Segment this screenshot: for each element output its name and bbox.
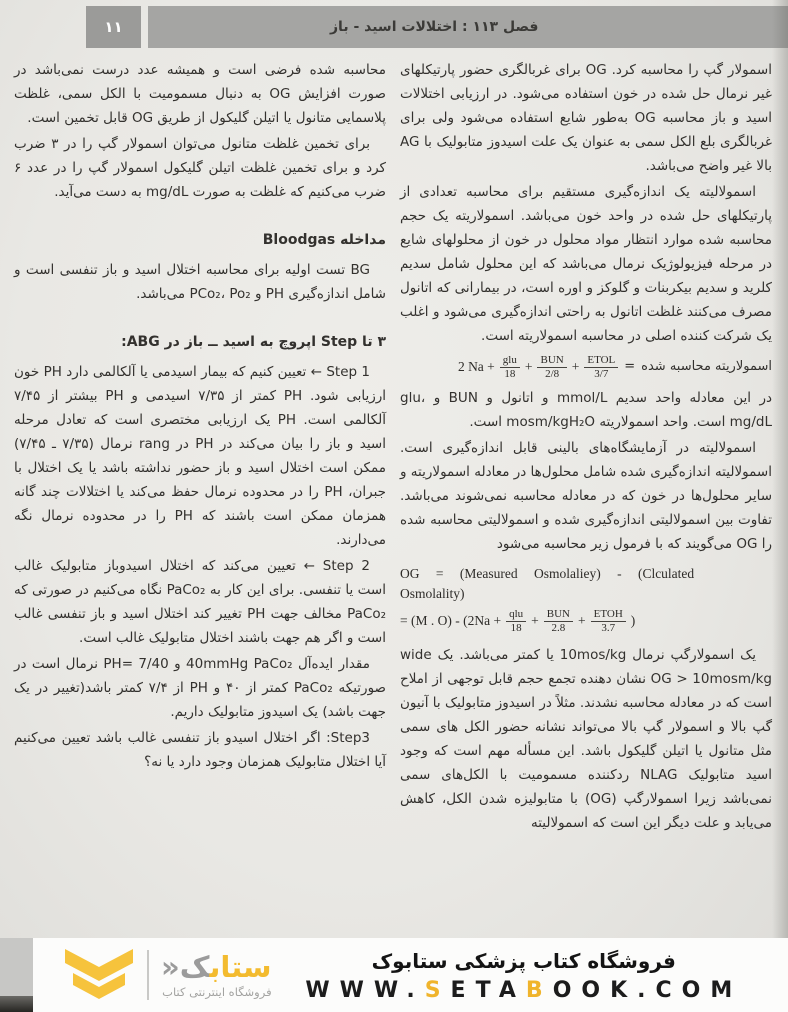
fraction-glu: $\frac{\text{glu}}{18}$ (500, 354, 520, 380)
plus-sign: + (578, 613, 586, 629)
equals-sign: = (624, 359, 636, 375)
section-heading-bloodgas: مداخله Bloodgas (262, 232, 386, 248)
right-col-paragraph-4: اسمولالیته در آزمایشگاه‌های بالینی قابل اندازه‌گیری است. اسمولالیته اندازه‌گیری شده شامل محلول‌ها در معادله اسمولاریته و سایر محلول‌ها در خون که در معادله محاسبه نمی‌شوند می‌باشد. تفاوت بین اسمولالیتی اندازه‌گیری شده و اسمولالیتی محاسبه شده را OG می‌گویند که با فرمول زیر محاسبه می‌شود (399, 440, 772, 553)
formula-term: 2 Na + (457, 359, 495, 375)
url-part: ETA (450, 977, 526, 1003)
left-col-paragraph-5: Step 2 ← تعیین می‌کند که اختلال اسیدوباز متابولیک غالب است یا تنفسی. برای این کار به PaCo₂ نگاه می‌کنیم در صورتی که PaCo₂ مخالف جهت PH تغییر کند اختلال اسید و باز تنفسی غالب است و اگر هم جهت باشند اختلال متابولیک غالب است. (14, 558, 386, 646)
left-col-paragraph-2: برای تخمین غلظت متانول می‌توان اسمولار گپ را در ۳ ضرب کرد و برای تخمین غلظت اتیلن گلیکول اسمولار گپ را در عدد ۶ ضرب می‌کنیم که غلظت به صورت mg/dL به دست می‌آید. (14, 136, 386, 200)
wordmark-accent: ک« (161, 949, 210, 984)
left-col-paragraph-7: Step3: اگر اختلال اسیدو باز تنفسی غالب باشد تعیین می‌کنیم آیا اختلال متابولیک همزمان وجود دارد یا نه؟ (14, 730, 386, 770)
left-col-paragraph-3: BG تست اولیه برای محاسبه اختلال اسید و باز تنفسی است و شامل اندازه‌گیری PH و PCo₂، Po₂ می‌باشد. (14, 262, 386, 302)
right-col-paragraph-3: در این معادله واحد سدیم mmol/L و اتانول و BUN و glu، mg/dL است. واحد اسمولاریته mosm/kgH₂O است. (400, 390, 772, 431)
setabook-chevron-icon (63, 947, 135, 1003)
footer-text-block (272, 948, 788, 1003)
right-col-paragraph-1: اسمولار گپ را محاسبه کرد. OG برای غربالگری حضور پارتیکلهای غیر نرمال حل شده در خون استفاده می‌شود. در ارزیابی اختلالات اسید و باز محاسبه OG به‌طور شایع استفاده می‌شود ولی برای غربالگری بلع الکل سمی به عنوان یک علت اسیدوز متابولیک با AG بالا غیر واضح می‌باشد. (400, 62, 773, 174)
logo-wordmark (161, 949, 272, 984)
osmolarity-formula (400, 354, 772, 380)
shop-name: فروشگاه کتاب پزشکی ستابوک (371, 948, 676, 973)
wordmark-main: ستاب (209, 949, 272, 984)
right-col-paragraph-5: یک اسمولارگپ نرمال 10mos/kg یا کمتر می‌باشد. یک wide OG > 10mosm/kg نشان دهنده تجمع حجم قابل توجهی از املاح است که در معادله محاسبه نشدند. مثلاً در اسیدوز متابولیک با آنیون گپ بالا و اسمولار گپ بالا می‌تواند نشانه حضور الکل های سمی مثل متانول یا اتیلن گلیکول باشد. این مسأله مهم است که وجود اسید متابولیک NLAG ردکننده مسمومیت با الکل‌های سمی نمی‌باشد زیرا اسمولارگپ (OG) با متابولیزه شدن الکل، کاهش می‌یابد و علت دیگر این است که اسمولالیته (400, 646, 772, 831)
fraction-bun2: $\frac{\text{BUN}}{2.8}$ (544, 608, 573, 634)
section-heading-abg-steps: ۳ تا Step اپروچ به اسید ــ باز در ABG: (121, 334, 386, 350)
formula-line-3 (400, 608, 772, 634)
logo-divider (147, 950, 149, 1000)
plus-sign: + (531, 613, 539, 629)
chapter-title: فصل ۱۱۳ : اختلالات اسید - باز (330, 19, 539, 35)
url-part: WWW. (305, 977, 425, 1003)
logo-wordmark-block (161, 949, 272, 999)
formula-line-2: Osmolality) (400, 586, 465, 602)
formula-math (458, 354, 618, 380)
photo-dark-corner (0, 996, 33, 1012)
url-part-accent: B (525, 977, 553, 1003)
formula-line-1: OG = (Measured Osmolaliey) - (Clculated (400, 566, 695, 582)
setabook-logo (63, 947, 272, 1003)
fraction-qlu: $\frac{\text{qlu}}{18}$ (506, 608, 526, 634)
logo-tagline: فروشگاه اینترنتی کتاب (162, 984, 272, 999)
fraction-bun: $\frac{\text{BUN}}{2/8}$ (537, 354, 566, 380)
page-number: ۱۱ (86, 6, 141, 48)
footer-banner (33, 938, 788, 1012)
fraction-etoh: $\frac{\text{ETOH}}{3.7}$ (591, 608, 626, 634)
right-col-paragraph-2: اسمولالیته یک اندازه‌گیری مستقیم برای محاسبه تعدادی از پارتیکلهای حل شده در واحد خون می‌باشد. اسمولاریته یک حجم محاسبه شده موارد انتظار مواد محلول در خون از محلولهای شایع در مرحله فیزیولوژیک نرمال می‌باشد که این محلول شامل سدیم کلرید و سدیم بیکربنات و گلوکز و اوره است، در بیمارانی که اتانول مصرف می‌کنند غلظت اتانول به راحتی اندازه‌گیری می‌شود و اغلب یک شرکت کننده اصلی در محاسبه اسمولاریته است. (400, 184, 772, 344)
left-col-paragraph-4: Step 1 ← تعیین کنیم که بیمار اسیدمی یا آلکالمی دارد PH خون ارزیابی شود. PH کمتر از ۷/۳۵ اسیدمی و PH بیشتر از ۷/۴۵ آلکالمی است. PH یک ارزیابی مختصری است که تعادل مرحله اسید و باز را بیان می‌کند در PH در rang نرمال (۷/۳۵ ـ ۷/۴۵) ممکن است اختلال اسید و باز حضور نداشته باشد یا یک اختلال با جبران، PH را در محدوده نرمال حفظ می‌کند یا اختلالات چند گانه همزمان ممکن است باشند که PH را در محدوده نرمال نگه می‌دارند. (14, 364, 387, 548)
chapter-header-bar (148, 6, 788, 48)
website-url (305, 978, 742, 1003)
plus-sign: + (524, 359, 533, 375)
plus-sign: + (571, 359, 580, 375)
page-edge-shadow (772, 0, 788, 938)
formula-term: = (M . O) - (2Na + (400, 613, 502, 629)
right-column (400, 58, 772, 837)
left-col-paragraph-6: مقدار ایده‌آل 40mmHg PaCo₂ و PH= 7/40 نرمال است در صورتیکه PaCo₂ کمتر از ۴۰ و PH از ۷/۴ کمتر باشد(تغییر در یک جهت باشد) یک اسیدوز متابولیک داریم. (14, 656, 387, 720)
left-column (14, 58, 386, 776)
formula-label: اسمولاریته محاسبه شده (641, 359, 772, 375)
left-col-paragraph-1: محاسبه شده فرضی است و همیشه عدد درست نمی‌باشد در صورت افزایش OG به دنبال مسمومیت با الکل سمی، غلظت پلاسمایی متانول یا اتیلن گلیکول از طریق OG قابل تخمین است. (14, 62, 386, 126)
url-part-accent: S (424, 977, 451, 1003)
url-part: OOK.COM (552, 977, 743, 1003)
fraction-etol: $\frac{\text{ETOL}}{3/7}$ (584, 354, 618, 380)
osmolar-gap-formula (400, 564, 772, 634)
formula-term: ) (630, 613, 636, 629)
